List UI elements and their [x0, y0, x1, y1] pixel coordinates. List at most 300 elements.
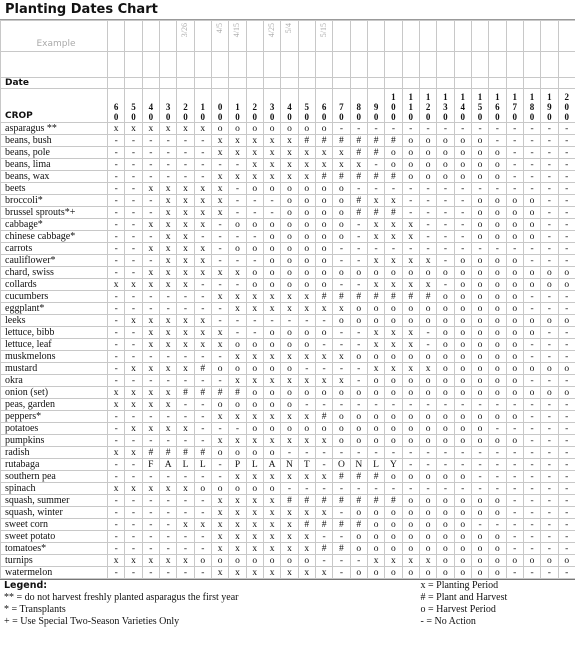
crop-mark: x	[385, 555, 402, 567]
crop-mark: -	[142, 195, 159, 207]
crop-mark: o	[333, 231, 350, 243]
example-date: 4/25	[267, 23, 277, 38]
crop-mark: o	[471, 495, 488, 507]
crop-mark: o	[333, 315, 350, 327]
date-label-cell	[437, 78, 454, 89]
crop-mark: -	[211, 279, 228, 291]
crop-mark: -	[523, 183, 540, 195]
crop-mark: -	[350, 123, 367, 135]
crop-mark: x	[281, 147, 298, 159]
crop-mark: -	[177, 411, 194, 423]
crop-mark: o	[437, 543, 454, 555]
crop-mark: -	[298, 447, 315, 459]
crop-mark: -	[177, 471, 194, 483]
crop-mark: o	[471, 171, 488, 183]
crop-mark: -	[108, 339, 125, 351]
crop-mark: -	[142, 231, 159, 243]
crop-mark: -	[211, 231, 228, 243]
crop-mark: o	[471, 507, 488, 519]
crop-mark: o	[419, 531, 436, 543]
crop-name: beans, wax	[1, 171, 108, 183]
crop-mark: -	[142, 147, 159, 159]
crop-mark: -	[159, 135, 176, 147]
crop-mark: o	[402, 435, 419, 447]
crop-mark: o	[471, 267, 488, 279]
crop-mark: x	[177, 207, 194, 219]
legend-left-1: * = Transplants	[4, 604, 66, 615]
crop-mark: -	[541, 351, 558, 363]
crop-mark: o	[419, 147, 436, 159]
crop-mark: x	[142, 267, 159, 279]
crop-mark: o	[471, 375, 488, 387]
crop-row	[1, 291, 575, 303]
crop-mark: o	[246, 399, 263, 411]
crop-mark: -	[211, 255, 228, 267]
spacer-label-cell	[1, 52, 108, 78]
crop-mark: -	[558, 195, 575, 207]
crop-mark: x	[263, 435, 280, 447]
spacer-cell	[367, 52, 384, 78]
crop-mark: x	[194, 255, 211, 267]
crop-mark: -	[333, 255, 350, 267]
crop-mark: -	[558, 471, 575, 483]
crop-mark: #	[333, 495, 350, 507]
crop-mark: -	[159, 519, 176, 531]
crop-mark: -	[471, 183, 488, 195]
crop-mark: -	[229, 195, 246, 207]
crop-mark: #	[194, 447, 211, 459]
crop-mark: o	[471, 207, 488, 219]
crop-mark: o	[419, 507, 436, 519]
crop-mark: -	[454, 231, 471, 243]
crop-mark: -	[506, 507, 523, 519]
crop-mark: -	[142, 519, 159, 531]
crop-mark: x	[229, 567, 246, 579]
crop-mark: x	[298, 531, 315, 543]
crop-name: radish	[1, 447, 108, 459]
crop-mark: -	[541, 147, 558, 159]
crop-name: sweet potato	[1, 531, 108, 543]
crop-mark: o	[298, 327, 315, 339]
crop-mark: x	[402, 327, 419, 339]
crop-mark: -	[489, 135, 506, 147]
crop-mark: x	[263, 303, 280, 315]
crop-mark: -	[558, 339, 575, 351]
crop-mark: o	[489, 375, 506, 387]
crop-mark: -	[315, 531, 332, 543]
crop-mark: o	[489, 303, 506, 315]
crop-mark: x	[246, 375, 263, 387]
example-date-cell	[194, 21, 211, 52]
crop-mark: -	[506, 495, 523, 507]
crop-mark: #	[350, 207, 367, 219]
example-date-cell	[315, 21, 332, 52]
crop-mark: x	[194, 339, 211, 351]
crop-mark: -	[142, 375, 159, 387]
crop-row	[1, 459, 575, 471]
crop-mark: -	[558, 303, 575, 315]
crop-mark: -	[489, 423, 506, 435]
crop-mark: o	[298, 243, 315, 255]
crop-mark: o	[419, 303, 436, 315]
crop-mark: -	[281, 447, 298, 459]
crop-mark: o	[437, 435, 454, 447]
crop-mark: -	[333, 279, 350, 291]
crop-mark: x	[333, 351, 350, 363]
crop-mark: o	[281, 399, 298, 411]
crop-row	[1, 411, 575, 423]
example-date-cell	[558, 21, 575, 52]
crop-mark: -	[350, 363, 367, 375]
crop-mark: o	[315, 279, 332, 291]
crop-mark: -	[489, 123, 506, 135]
crop-row	[1, 135, 575, 147]
crop-mark: x	[108, 555, 125, 567]
crop-mark: o	[263, 423, 280, 435]
spacer-cell	[211, 52, 228, 78]
date-label-row	[1, 78, 575, 89]
crop-mark: o	[454, 159, 471, 171]
crop-mark: -	[142, 159, 159, 171]
crop-row	[1, 519, 575, 531]
spacer-cell	[142, 52, 159, 78]
crop-mark: o	[471, 159, 488, 171]
crop-mark: x	[142, 327, 159, 339]
crop-mark: -	[229, 159, 246, 171]
crop-mark: x	[246, 531, 263, 543]
crop-mark: -	[541, 243, 558, 255]
crop-mark: x	[315, 375, 332, 387]
example-date-cell	[229, 21, 246, 52]
crop-mark: #	[419, 291, 436, 303]
crop-mark: -	[541, 543, 558, 555]
crop-mark: o	[454, 267, 471, 279]
crop-mark: -	[194, 471, 211, 483]
crop-mark: o	[471, 231, 488, 243]
crop-mark: o	[541, 387, 558, 399]
crop-mark: o	[298, 339, 315, 351]
example-date-cell	[281, 21, 298, 52]
crop-mark: o	[454, 567, 471, 579]
crop-mark: o	[506, 375, 523, 387]
crop-mark: -	[125, 183, 142, 195]
crop-mark: o	[506, 315, 523, 327]
crop-mark: x	[125, 447, 142, 459]
crop-mark: o	[246, 123, 263, 135]
crop-name: asparagus **	[1, 123, 108, 135]
crop-mark: -	[194, 231, 211, 243]
crop-mark: x	[367, 279, 384, 291]
crop-mark: o	[246, 243, 263, 255]
crop-mark: -	[229, 231, 246, 243]
crop-mark: o	[298, 279, 315, 291]
crop-mark: -	[419, 243, 436, 255]
date-label-cell	[419, 78, 436, 89]
crop-mark: -	[419, 219, 436, 231]
date-label-cell	[315, 78, 332, 89]
crop-mark: #	[298, 135, 315, 147]
crop-mark: o	[541, 363, 558, 375]
crop-mark: -	[125, 375, 142, 387]
crop-mark: -	[315, 315, 332, 327]
crop-mark: o	[333, 423, 350, 435]
crop-mark: o	[402, 351, 419, 363]
crop-mark: -	[541, 375, 558, 387]
crop-mark: x	[246, 171, 263, 183]
crop-mark: -	[558, 243, 575, 255]
crop-mark: o	[350, 315, 367, 327]
crop-mark: o	[263, 363, 280, 375]
crop-mark: o	[437, 555, 454, 567]
crop-row	[1, 255, 575, 267]
crop-mark: -	[437, 123, 454, 135]
crop-mark: -	[558, 411, 575, 423]
crop-mark: -	[558, 435, 575, 447]
crop-mark: #	[350, 171, 367, 183]
crop-mark: o	[315, 123, 332, 135]
crop-mark: x	[177, 231, 194, 243]
example-date-cell	[454, 21, 471, 52]
crop-mark: o	[523, 327, 540, 339]
crop-mark: o	[350, 351, 367, 363]
crop-mark: -	[541, 231, 558, 243]
crop-mark: -	[523, 507, 540, 519]
crop-mark: -	[142, 255, 159, 267]
crop-mark: #	[350, 495, 367, 507]
crop-mark: o	[263, 555, 280, 567]
crop-mark: o	[454, 171, 471, 183]
crop-mark: x	[298, 375, 315, 387]
crop-mark: o	[454, 279, 471, 291]
crop-mark: x	[246, 351, 263, 363]
crop-mark: o	[454, 435, 471, 447]
crop-mark: x	[211, 207, 228, 219]
crop-mark: x	[211, 411, 228, 423]
crop-mark: -	[125, 207, 142, 219]
date-label-cell	[211, 78, 228, 89]
crop-mark: o	[367, 519, 384, 531]
date-label-cell	[541, 78, 558, 89]
crop-row	[1, 327, 575, 339]
crop-mark: x	[108, 399, 125, 411]
crop-mark: o	[298, 183, 315, 195]
crop-mark: -	[142, 291, 159, 303]
crop-mark: -	[108, 411, 125, 423]
crop-mark: -	[402, 483, 419, 495]
date-header-text: 8 0	[356, 102, 361, 122]
crop-mark: x	[177, 339, 194, 351]
crop-mark: -	[437, 219, 454, 231]
crop-mark: -	[159, 171, 176, 183]
crop-mark: -	[541, 159, 558, 171]
crop-mark: x	[125, 483, 142, 495]
crop-mark: o	[350, 435, 367, 447]
crop-mark: #	[350, 291, 367, 303]
crop-row	[1, 231, 575, 243]
crop-mark: -	[541, 255, 558, 267]
crop-mark: o	[506, 231, 523, 243]
crop-mark: x	[211, 339, 228, 351]
crop-mark: -	[125, 243, 142, 255]
crop-mark: #	[350, 147, 367, 159]
crop-mark: L	[367, 459, 384, 471]
crop-name: mustard	[1, 363, 108, 375]
date-label-cell	[125, 78, 142, 89]
crop-row	[1, 315, 575, 327]
crop-mark: #	[367, 495, 384, 507]
crop-mark: o	[471, 435, 488, 447]
date-label-cell	[558, 78, 575, 89]
crop-mark: o	[419, 411, 436, 423]
crop-name: squash, winter	[1, 507, 108, 519]
crop-mark: x	[246, 543, 263, 555]
spacer-cell	[125, 52, 142, 78]
crop-mark: x	[142, 243, 159, 255]
crop-mark: -	[333, 327, 350, 339]
crop-mark: x	[229, 507, 246, 519]
crop-mark: -	[177, 435, 194, 447]
crop-mark: -	[108, 171, 125, 183]
crop-mark: x	[263, 135, 280, 147]
crop-mark: x	[142, 363, 159, 375]
crop-mark: -	[177, 399, 194, 411]
date-label-cell	[108, 78, 125, 89]
crop-mark: -	[419, 327, 436, 339]
crop-mark: -	[350, 219, 367, 231]
crop-mark: -	[506, 447, 523, 459]
crop-mark: -	[125, 147, 142, 159]
crop-mark: #	[402, 291, 419, 303]
crop-mark: -	[385, 447, 402, 459]
crop-mark: -	[229, 207, 246, 219]
spacer-row	[1, 52, 575, 78]
crop-mark: o	[246, 219, 263, 231]
crop-row	[1, 171, 575, 183]
crop-mark: -	[558, 255, 575, 267]
spacer-cell	[385, 52, 402, 78]
crop-mark: #	[350, 195, 367, 207]
crop-mark: -	[263, 207, 280, 219]
crop-mark: o	[402, 495, 419, 507]
date-header	[506, 89, 523, 123]
crop-mark: x	[419, 555, 436, 567]
crop-mark: o	[211, 363, 228, 375]
example-date-cell	[108, 21, 125, 52]
crop-mark: -	[298, 315, 315, 327]
crop-mark: -	[125, 459, 142, 471]
crop-name: lettuce, leaf	[1, 339, 108, 351]
crop-mark: -	[506, 171, 523, 183]
crop-mark: o	[419, 471, 436, 483]
spacer-cell	[177, 52, 194, 78]
crop-mark: -	[350, 231, 367, 243]
crop-mark: x	[246, 471, 263, 483]
crop-name: collards	[1, 279, 108, 291]
example-date-cell	[211, 21, 228, 52]
crop-mark: #	[350, 519, 367, 531]
crop-mark: o	[489, 531, 506, 543]
crop-mark: -	[402, 399, 419, 411]
crop-mark: -	[159, 543, 176, 555]
crop-mark: o	[385, 543, 402, 555]
date-header	[333, 89, 350, 123]
crop-name: beets	[1, 183, 108, 195]
crop-mark: o	[263, 279, 280, 291]
crop-mark: x	[194, 207, 211, 219]
crop-mark: -	[246, 327, 263, 339]
crop-mark: -	[108, 291, 125, 303]
crop-mark: -	[177, 375, 194, 387]
crop-mark: o	[246, 339, 263, 351]
crop-mark: -	[298, 363, 315, 375]
header-row	[1, 89, 575, 123]
crop-mark: o	[229, 123, 246, 135]
crop-mark: x	[229, 375, 246, 387]
crop-mark: o	[437, 363, 454, 375]
date-label-cell	[142, 78, 159, 89]
crop-mark: -	[333, 363, 350, 375]
crop-mark: x	[402, 339, 419, 351]
crop-mark: x	[108, 123, 125, 135]
crop-mark: #	[367, 171, 384, 183]
crop-mark: o	[402, 507, 419, 519]
crop-mark: o	[402, 171, 419, 183]
crop-mark: o	[402, 531, 419, 543]
crop-mark: -	[419, 459, 436, 471]
spacer-cell	[558, 52, 575, 78]
crop-mark: -	[523, 147, 540, 159]
crop-mark: o	[506, 363, 523, 375]
crop-mark: -	[402, 207, 419, 219]
crop-mark: -	[125, 219, 142, 231]
crop-mark: o	[263, 231, 280, 243]
crop-mark: -	[194, 351, 211, 363]
crop-mark: o	[454, 531, 471, 543]
crop-mark: x	[367, 363, 384, 375]
crop-mark: -	[437, 255, 454, 267]
crop-row	[1, 219, 575, 231]
crop-mark: x	[229, 531, 246, 543]
crop-mark: x	[385, 195, 402, 207]
crop-mark: #	[177, 447, 194, 459]
date-header	[142, 89, 159, 123]
crop-mark: -	[558, 567, 575, 579]
crop-mark: -	[541, 303, 558, 315]
crop-mark: o	[471, 543, 488, 555]
crop-mark: o	[367, 315, 384, 327]
crop-name: brussel sprouts*+	[1, 207, 108, 219]
crop-mark: o	[367, 351, 384, 363]
crop-mark: o	[471, 291, 488, 303]
crop-mark: o	[367, 267, 384, 279]
crop-mark: -	[177, 495, 194, 507]
crop-mark: x	[159, 399, 176, 411]
crop-name: southern pea	[1, 471, 108, 483]
crop-mark: o	[454, 519, 471, 531]
spacer-cell	[229, 52, 246, 78]
crop-mark: -	[350, 447, 367, 459]
crop-mark: x	[263, 531, 280, 543]
crop-mark: o	[471, 303, 488, 315]
crop-mark: -	[506, 459, 523, 471]
date-header-text: 1 3 0	[443, 92, 448, 122]
crop-mark: -	[315, 459, 332, 471]
crop-mark: x	[333, 159, 350, 171]
crop-mark: #	[333, 291, 350, 303]
crop-mark: o	[385, 267, 402, 279]
crop-mark: -	[489, 399, 506, 411]
crop-mark: #	[385, 495, 402, 507]
